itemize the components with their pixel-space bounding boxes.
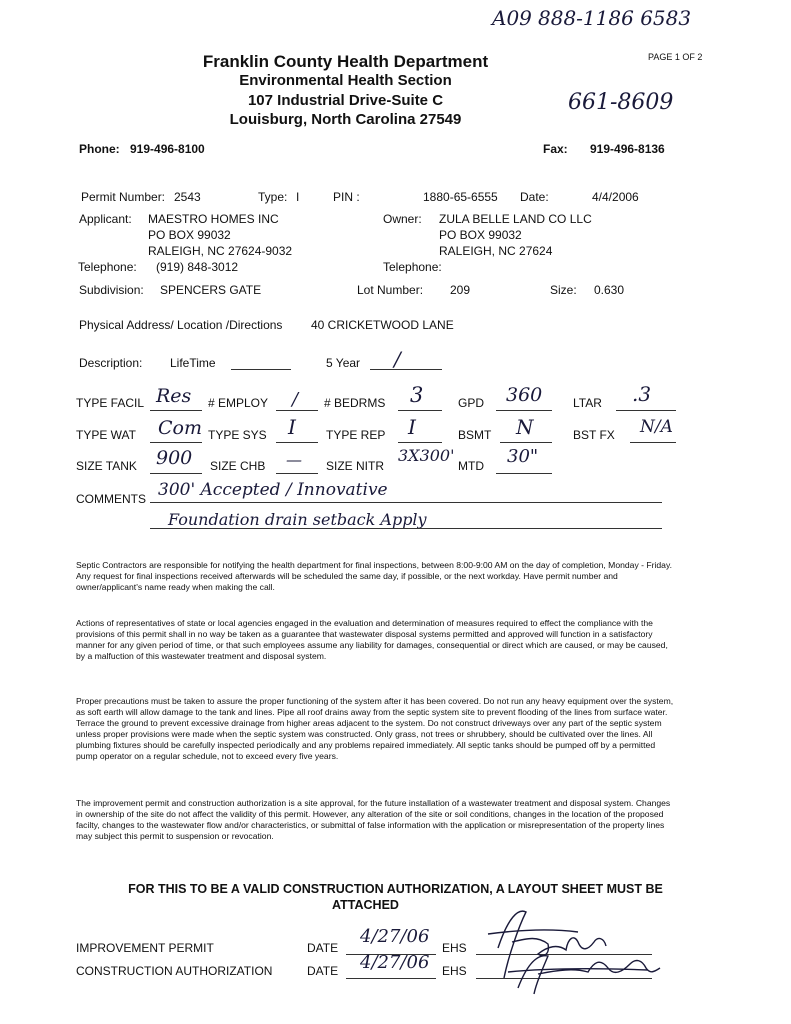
subdivision-value: SPENCERS GATE: [160, 283, 262, 297]
five-year-check: /: [394, 347, 401, 371]
handwritten-prefix: A09: [492, 6, 532, 30]
owner-address2: RALEIGH, NC 27624: [439, 244, 553, 258]
paragraph-liability: Actions of representatives of state or local agencies engaged in the evaluation and determination of measures required to effect the compliance with the provisions of this permit shall in no way be taken as a guarantee that wastewater disposal systems permitted and approved will function in a satisfactory manner for any given period of time, or that such employees assume any liability for damages, consequential or direct which are caused, or may be caused, by a malfuction of this wastewater treatment and disposal system.: [76, 618, 668, 661]
type-facil-label: TYPE FACIL: [76, 396, 145, 410]
section-title: Environmental Health Section: [239, 72, 452, 89]
type-wat-value: Com: [158, 417, 202, 439]
gpd-label: GPD: [458, 396, 485, 410]
physical-address-value: 40 CRICKETWOOD LANE: [311, 318, 454, 332]
paragraph-inspection: Septic Contractors are responsible for notifying the health department for final inspections, between 8:00-9:00 AM on the day of completion, Monday - Friday. Any request for final inspections received afterwards will be scheduled the same day, if possible, or the next workday. Have permit number and owner/applicant's name ready when making the call.: [76, 560, 673, 592]
type-sys-value: I: [288, 415, 296, 439]
pin-value: 1880-65-6555: [423, 190, 498, 204]
layout-notice-line1: FOR THIS TO BE A VALID CONSTRUCTION AUTHORIZATION, A LAYOUT SHEET MUST BE: [128, 882, 663, 896]
improvement-ehs-label: EHS: [442, 941, 467, 955]
fax-label: Fax:: [543, 142, 568, 156]
handwritten-phone-note: 661-8609: [568, 90, 674, 115]
size-chb-label: SIZE CHB: [210, 459, 266, 473]
size-nitr-value: 3X300': [398, 446, 455, 465]
ltar-value: .3: [632, 382, 652, 406]
comment-line-2: Foundation drain setback Apply: [168, 510, 427, 529]
bst-fx-value: N/A: [640, 417, 673, 437]
size-nitr-label: SIZE NITR: [326, 459, 385, 473]
lifetime-label: LifeTime: [170, 356, 216, 370]
department-title: Franklin County Health Department: [202, 52, 489, 71]
layout-notice-line2: ATTACHED: [332, 898, 399, 912]
comments-label: COMMENTS: [76, 492, 146, 506]
date-label: Date:: [520, 190, 549, 204]
employ-value: /: [292, 389, 299, 410]
owner-label: Owner:: [383, 212, 422, 226]
bedrms-value: 3: [410, 383, 424, 407]
lot-number-label: Lot Number:: [357, 283, 424, 297]
construction-ehs-label: EHS: [442, 964, 467, 978]
type-rep-value: I: [408, 415, 416, 439]
size-label: Size:: [550, 283, 577, 297]
gpd-value: 360: [506, 384, 543, 406]
ehs-signature-drawing: [478, 898, 668, 998]
paragraph-precautions: Proper precautions must be taken to assure the proper functioning of the system after it has been covered. Do not run any heavy equipment over the system, as soft earth will allow damage to the tank and lines. Pipe all roof drains away from the septic system site to prevent flooding of the lines from surface water. Terrace the ground to prevent excessive drainage from higher areas adjacent to the system. Do not construct driveways over any part of the septic system unless proper provisions were made when the septic system was constructed. Only grass, not trees or shrubbery, should be cultivated over the lines. All plumbing fixtures should be carefully inspected periodically and any problems repaired immediately. All septic tanks should be pumped off by a permitted pump operator on a regular schedule, not to exceed every five years.: [76, 696, 674, 761]
construction-date-value: 4/27/06: [360, 952, 430, 973]
type-rep-label: TYPE REP: [326, 428, 386, 442]
type-sys-label: TYPE SYS: [208, 428, 267, 442]
mtd-value: 30": [507, 446, 539, 467]
applicant-name: MAESTRO HOMES INC: [148, 212, 279, 226]
bsmt-label: BSMT: [458, 428, 492, 442]
employ-label: # EMPLOY: [208, 396, 269, 410]
handwritten-phone-top: 888-1186 6583: [538, 6, 692, 30]
page-label: PAGE 1 OF 2: [648, 52, 703, 62]
size-tank-value: 900: [156, 447, 193, 469]
construction-date-label: DATE: [307, 964, 339, 978]
size-tank-label: SIZE TANK: [76, 459, 137, 473]
permit-number: 2543: [174, 190, 201, 204]
lot-number: 209: [450, 283, 471, 297]
phone-label: Phone:: [79, 142, 120, 156]
owner-name: ZULA BELLE LAND CO LLC: [439, 212, 592, 226]
construction-authorization-label: CONSTRUCTION AUTHORIZATION: [76, 964, 273, 978]
date-value: 4/4/2006: [592, 190, 639, 204]
type-label: Type:: [258, 190, 288, 204]
applicant-telephone-label: Telephone:: [78, 260, 137, 274]
description-label: Description:: [79, 356, 143, 370]
applicant-telephone: (919) 848-3012: [156, 260, 239, 274]
bsmt-value: N: [516, 415, 534, 439]
owner-telephone-label: Telephone:: [383, 260, 442, 274]
subdivision-label: Subdivision:: [79, 283, 144, 297]
type-wat-label: TYPE WAT: [76, 428, 136, 442]
physical-address-label: Physical Address/ Location /Directions: [79, 318, 283, 332]
size-chb-value: —: [286, 450, 302, 469]
improvement-date-label: DATE: [307, 941, 339, 955]
ltar-label: LTAR: [573, 396, 602, 410]
owner-address1: PO BOX 99032: [439, 228, 522, 242]
bst-fx-label: BST FX: [573, 428, 615, 442]
comment-line-1: 300' Accepted / Innovative: [158, 480, 388, 500]
permit-number-label: Permit Number:: [81, 190, 166, 204]
applicant-label: Applicant:: [79, 212, 132, 226]
paragraph-permit-validity: The improvement permit and construction authorization is a site approval, for the future installation of a wastewater treatment and disposal system. Changes in ownership of the site do not affect the validity of this permit. However, any alteration of the site or soil conditions, changes in the location of the proposed facilty, changes to the wastewater flow and/or characteristics, or submittal of false information with the application or misrepresentation of the property lines may subject this permit to suspension or revocation.: [76, 798, 671, 841]
size-value: 0.630: [594, 283, 625, 297]
improvement-permit-label: IMPROVEMENT PERMIT: [76, 941, 214, 955]
type-facil-value: Res: [156, 385, 192, 407]
applicant-address1: PO BOX 99032: [148, 228, 231, 242]
mtd-label: MTD: [458, 459, 484, 473]
type-value: I: [296, 190, 300, 204]
street-address: 107 Industrial Drive-Suite C: [247, 92, 444, 109]
pin-label: PIN :: [333, 190, 360, 204]
five-year-label: 5 Year: [326, 356, 361, 370]
applicant-address2: RALEIGH, NC 27624-9032: [148, 244, 293, 258]
city-address: Louisburg, North Carolina 27549: [229, 111, 462, 128]
phone-number: 919-496-8100: [130, 142, 205, 156]
fax-number: 919-496-8136: [590, 142, 665, 156]
bedrms-label: # BEDRMS: [324, 396, 386, 410]
improvement-date-value: 4/27/06: [360, 926, 430, 947]
